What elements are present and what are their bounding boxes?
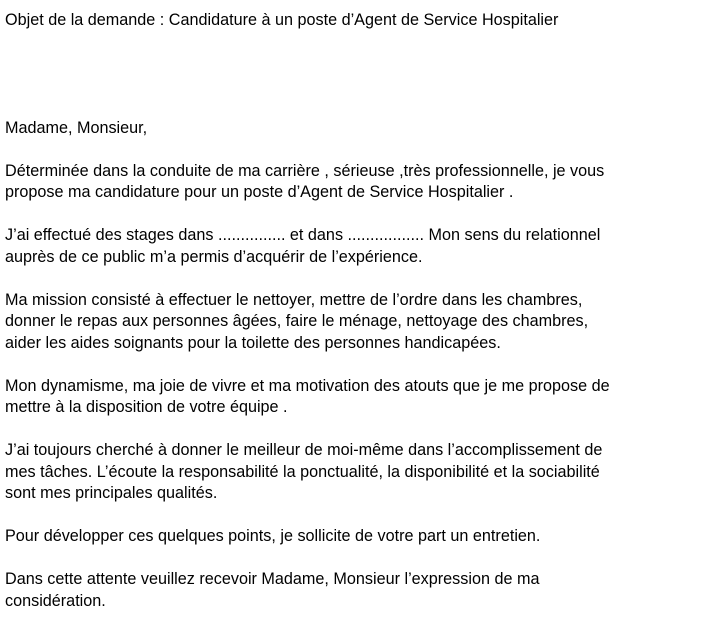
- paragraph-interview-request: [5, 526, 711, 548]
- paragraph-line: Pour développer ces quelques points, je sollicite de votre part un entretien.: [5, 527, 541, 545]
- paragraph-motivation: [5, 376, 711, 419]
- paragraph-line: considération.: [5, 591, 106, 610]
- paragraph-line: J’ai toujours cherché à donner le meilleur de moi-même dans l’accomplissement de: [5, 441, 603, 459]
- paragraph-line: sont mes principales qualités.: [5, 484, 218, 502]
- paragraph-line: propose ma candidature pour un poste d’Agent de Service Hospitalier .: [5, 183, 514, 201]
- paragraph-line: donner le repas aux personnes âgées, faire le ménage, nettoyage des chambres,: [5, 312, 589, 330]
- letter-salutation: Madame, Monsieur,: [5, 118, 148, 137]
- paragraph-line: auprès de ce public m’a permis d’acquérir de l’expérience.: [5, 247, 423, 266]
- paragraph-introduction: [5, 161, 711, 204]
- paragraph-internships: [5, 225, 711, 268]
- letter-subject: Objet de la demande : Candidature à un poste d’Agent de Service Hospitalier: [5, 11, 559, 29]
- paragraph-line: J’ai effectué des stages dans ............... et dans ................. Mon sens du relationnel: [5, 226, 601, 244]
- paragraph-line: mes tâches. L’écoute la responsabilité la ponctualité, la disponibilité et la sociabilité: [5, 462, 600, 481]
- paragraph-closing: [5, 569, 711, 612]
- paragraph-qualities: [5, 440, 711, 505]
- paragraph-line: Mon dynamisme, ma joie de vivre et ma motivation des atouts que je me propose de: [5, 376, 610, 395]
- paragraph-mission: [5, 290, 711, 355]
- paragraph-line: aider les aides soignants pour la toilette des personnes handicapées.: [5, 333, 501, 352]
- paragraph-line: Déterminée dans la conduite de ma carrière , sérieuse ,très professionnelle, je vous: [5, 161, 605, 180]
- cover-letter: [5, 10, 711, 612]
- paragraph-line: Dans cette attente veuillez recevoir Madame, Monsieur l’expression de ma: [5, 570, 540, 588]
- paragraph-line: mettre à la disposition de votre équipe .: [5, 398, 288, 416]
- paragraph-line: Ma mission consisté à effectuer le nettoyer, mettre de l’ordre dans les chambres,: [5, 290, 583, 309]
